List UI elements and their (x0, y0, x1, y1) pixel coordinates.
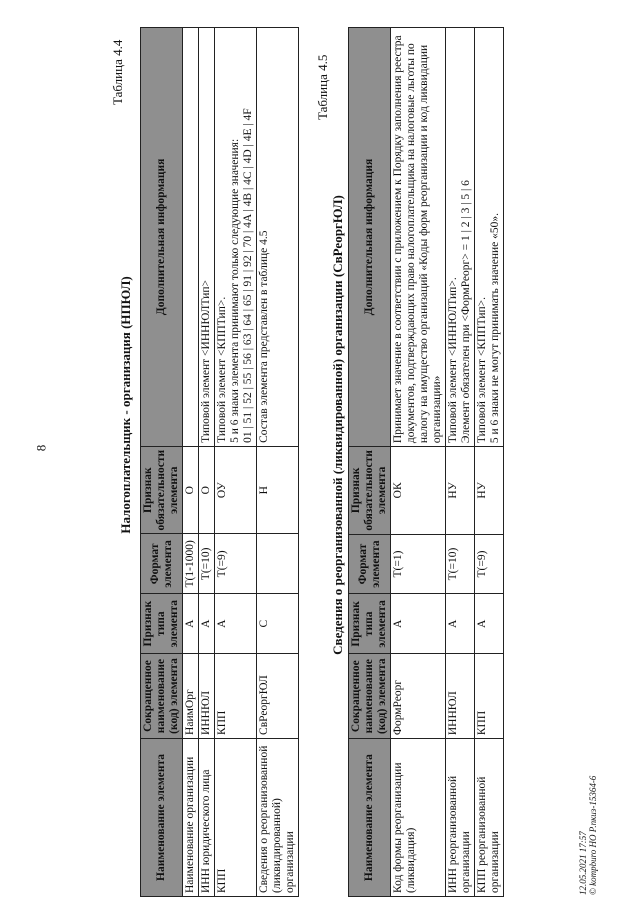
table-cell: Типовой элемент <ИННЮЛТип>. Элемент обязателен при <ФормРеорг> = 1 | 2 | 3 | 5 | 6 (446, 28, 475, 447)
table-cell: НУ (475, 447, 504, 535)
table-cell: А (391, 594, 446, 654)
table-cell (183, 28, 199, 447)
table-header-row (141, 28, 183, 897)
table-cell: КПП (215, 738, 257, 896)
table-row (446, 28, 475, 897)
column-header: Наименование элемента (141, 738, 183, 896)
table-cell: НаимОрг (183, 654, 199, 739)
table-cell: Типовой элемент <КППТип>. 5 и 6 знаки элемента принимают только следующие значения: 01 | 51 | 52 | 55 | 56 | 63 | 64 | 65 | 91 | 92 | 70 | 4A | 4B | 4C | 4D | 4E | 4F (215, 28, 257, 447)
table-cell: T(=9) (475, 534, 504, 594)
table-4-5-title: Сведения о реорганизованной (ликвидированной) организации (СвРеоргЮЛ) (330, 195, 345, 655)
table-cell: T(=9) (215, 534, 257, 594)
column-header: Признак обязательности элемента (141, 446, 183, 534)
table-cell: Принимает значение в соответствии с приложением к Порядку заполнения реестра документов, подтверждающих право налогоплательщика на налоговые льготы по налогу на имущество организаций «Коды форм реорганизации и код ликвидации организации» (391, 28, 446, 447)
column-header: Сокращенное наименование (код) элемента (349, 654, 391, 739)
column-header: Формат элемента (349, 534, 391, 594)
table-cell: ОУ (215, 446, 257, 534)
table-cell: О (199, 446, 215, 534)
table-cell: T(1-1000) (183, 534, 199, 594)
page-number: 8 (33, 444, 49, 452)
table-cell: КПП (215, 654, 257, 739)
table-cell: Типовой элемент <ИННЮЛТип> (199, 28, 215, 447)
table-cell: С (257, 594, 299, 654)
table-cell: ФормРеорг (391, 654, 446, 739)
column-header: Формат элемента (141, 534, 183, 594)
table-cell: Состав элемента представлен в таблице 4.5 (257, 28, 299, 447)
table-cell (257, 534, 299, 594)
column-header: Признак типа элемента (349, 594, 391, 654)
table-header-row (349, 28, 391, 897)
table-cell: ИННЮЛ (199, 654, 215, 739)
column-header: Дополнительная информация (141, 28, 183, 447)
table-row (215, 28, 257, 897)
table-cell: НУ (446, 447, 475, 535)
table-row (391, 28, 446, 897)
table-row (199, 28, 215, 897)
table-cell: ИНН юридического лица (199, 738, 215, 896)
table-cell: КПП реорганизованной организации (475, 739, 504, 897)
table-cell: ОК (391, 447, 446, 535)
table-4-5-caption: Таблица 4.5 (315, 54, 330, 120)
table-cell: Н (257, 446, 299, 534)
table-4-4-caption: Таблица 4.4 (110, 39, 125, 105)
column-header: Признак обязательности элемента (349, 447, 391, 535)
table-4-5 (348, 27, 504, 897)
table-4-4-title: Налогоплательщик - организация (НПЮЛ) (118, 276, 133, 534)
table-cell: ИНН реорганизованной организации (446, 739, 475, 897)
column-header: Дополнительная информация (349, 28, 391, 447)
table-cell: СвРеоргЮЛ (257, 654, 299, 739)
footer-copyright: © kompburo НО Р.пкиз-15364-6 (588, 775, 598, 895)
table-cell: Сведения о реорганизованной (ликвидированной) организации (257, 738, 299, 896)
table-cell: T(=10) (446, 534, 475, 594)
table-4-4 (140, 27, 299, 897)
table-cell: Типовой элемент <КППТип>. 5 и 6 знаки не могут принимать значение «50». (475, 28, 504, 447)
table-cell: Код формы реорганизации (ликвидация) (391, 739, 446, 897)
column-header: Сокращенное наименование (код) элемента (141, 654, 183, 739)
table-cell: T(=1) (391, 534, 446, 594)
table-cell: А (446, 594, 475, 654)
column-header: Признак типа элемента (141, 594, 183, 654)
column-header: Наименование элемента (349, 739, 391, 897)
table-cell: А (199, 594, 215, 654)
footer-stamp (578, 776, 598, 895)
table-cell: КПП (475, 654, 504, 739)
table-cell: А (475, 594, 504, 654)
table-cell: О (183, 446, 199, 534)
table-cell: ИННЮЛ (446, 654, 475, 739)
table-row (257, 28, 299, 897)
table-row (475, 28, 504, 897)
table-row (183, 28, 199, 897)
table-cell: А (215, 594, 257, 654)
footer-date: 12.05.2021 17:57 (578, 831, 588, 895)
table-cell: T(=10) (199, 534, 215, 594)
table-cell: Наименование организации (183, 738, 199, 896)
table-cell: А (183, 594, 199, 654)
